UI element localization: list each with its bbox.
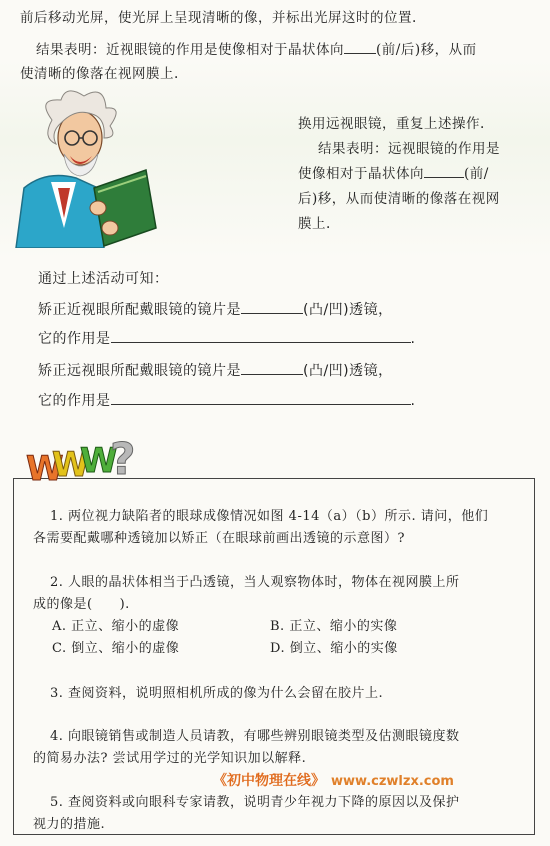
far-line-5: 膜上. — [298, 216, 331, 232]
question-5-line-2: 视力的措施. — [33, 817, 106, 832]
far-lens-text-b: (凸/凹)透镜， — [303, 363, 393, 379]
site-watermark — [213, 770, 454, 790]
question-4-line-2: 的简易办法? 尝试用学过的光学知识加以解释. — [33, 751, 307, 766]
near-result-text-a: 结果表明：近视眼镜的作用是使像相对于晶状体向 — [36, 42, 344, 58]
question-4-line-1: 4. 向眼镜销售或制造人员请教，有哪些辨别眼镜类型及估测眼镜度数 — [50, 729, 460, 744]
far-line-1: 换用远视眼镜，重复上述操作. — [298, 116, 485, 132]
blank-near-effect — [111, 330, 411, 343]
near-result-line-1 — [36, 38, 477, 58]
near-result-text-b: (前/后)移，从而 — [376, 42, 477, 58]
option-a: A. 正立、缩小的虚像 — [52, 619, 180, 634]
far-line-3-text-a: 使像相对于晶状体向 — [298, 166, 424, 182]
summary-intro: 通过上述活动可知： — [38, 271, 169, 287]
near-lens-text-a: 矫正近视眼所配戴眼镜的镜片是 — [38, 302, 241, 318]
near-lens-text-b: (凸/凹)透镜， — [303, 302, 393, 318]
blank-near-direction — [344, 41, 376, 54]
near-result-line-2: 使清晰的像落在视网膜上. — [20, 66, 179, 82]
svg-text:W: W — [26, 449, 64, 489]
www-logo — [22, 428, 142, 500]
svg-text:W: W — [52, 445, 90, 485]
blank-near-lens — [241, 301, 303, 314]
near-effect-label: 它的作用是 — [38, 331, 111, 347]
svg-text:W: W — [80, 441, 118, 481]
option-b: B. 正立、缩小的实像 — [270, 619, 398, 634]
question-5-line-1: 5. 查阅资料或向眼科专家请教，说明青少年视力下降的原因以及保护 — [50, 795, 460, 810]
far-lens-line — [38, 360, 393, 380]
blank-far-direction — [424, 165, 464, 178]
far-line-2: 结果表明：远视眼镜的作用是 — [318, 141, 500, 157]
question-1-line-1: 1. 两位视力缺陷者的眼球成像情况如图 4-14（a）（b）所示. 请问，他们 — [50, 509, 489, 524]
near-lens-line — [38, 299, 393, 319]
watermark-name: 《初中物理在线》 — [213, 773, 325, 789]
far-line-4: 后)移，从而使清晰的像落在视网 — [298, 191, 500, 207]
question-2-line-2: 成的像是( ). — [33, 597, 130, 612]
near-effect-period: . — [410, 331, 416, 347]
question-2-line-1: 2. 人眼的晶状体相当于凸透镜，当人观察物体时，物体在视网膜上所 — [50, 575, 460, 590]
question-1-line-2: 各需要配戴哪种透镜加以矫正（在眼球前画出透镜的示意图）? — [33, 531, 405, 546]
blank-far-effect — [111, 392, 411, 405]
far-effect-line — [38, 390, 415, 410]
option-c: C. 倒立、缩小的虚像 — [52, 641, 180, 656]
blank-far-lens — [241, 362, 303, 375]
option-d: D. 倒立、缩小的实像 — [270, 641, 398, 656]
far-line-3 — [298, 162, 489, 182]
far-line-3-text-b: (前/ — [464, 166, 489, 182]
question-3: 3. 查阅资料，说明照相机所成的像为什么会留在胶片上. — [50, 686, 384, 701]
watermark-url: www.czwlzx.com — [331, 774, 454, 789]
professor-reading-illustration — [6, 78, 166, 248]
svg-text:?: ? — [110, 434, 136, 485]
far-lens-text-a: 矫正远视眼所配戴眼镜的镜片是 — [38, 363, 241, 379]
far-effect-period: . — [410, 393, 416, 409]
near-effect-line — [38, 328, 415, 348]
far-effect-label: 它的作用是 — [38, 393, 111, 409]
instruction-line: 前后移动光屏，使光屏上呈现清晰的像，并标出光屏这时的位置. — [20, 10, 417, 26]
